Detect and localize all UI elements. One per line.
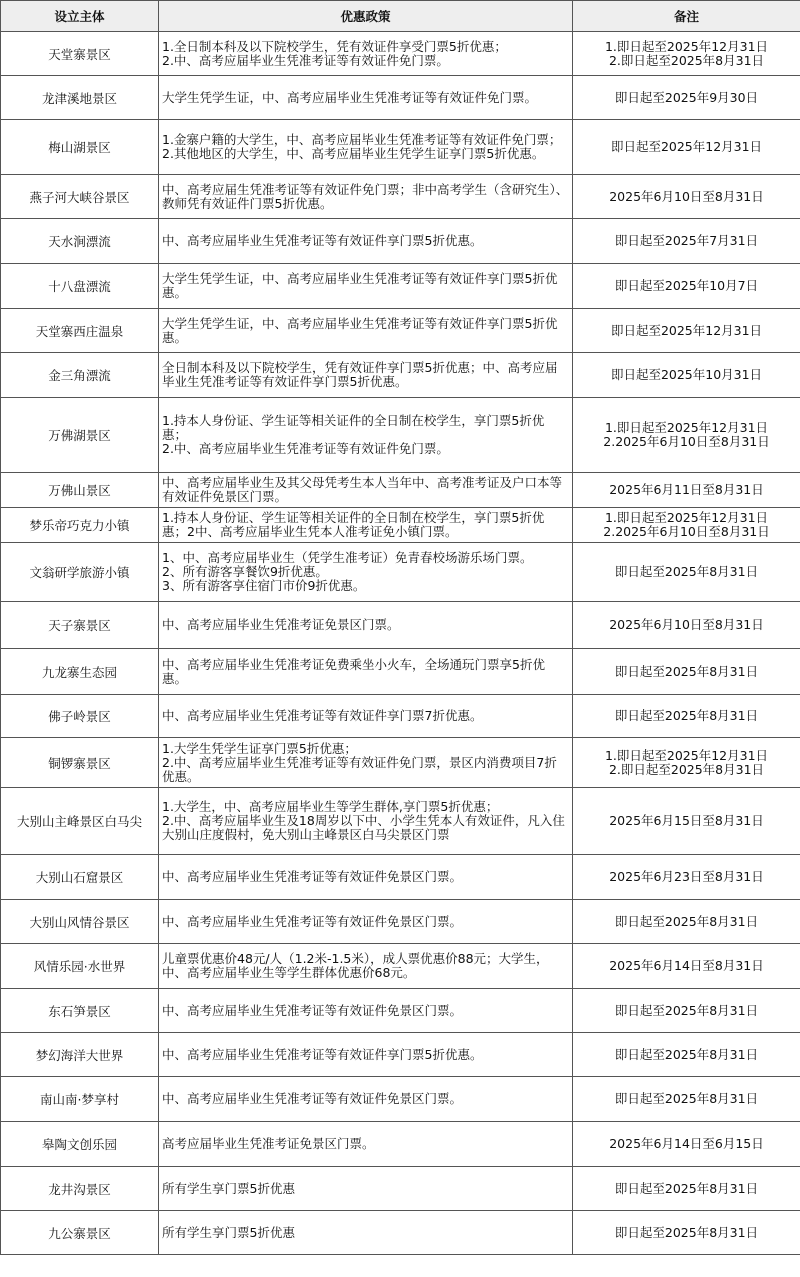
table-row <box>1 175 800 219</box>
table-row <box>1 1033 800 1077</box>
cell-policy: 所有学生享门票5折优惠 <box>159 1211 573 1255</box>
cell-name: 大别山石窟景区 <box>1 855 159 900</box>
cell-note: 即日起至2025年8月31日 <box>573 543 800 602</box>
cell-policy: 中、高考应届毕业生凭准考证免景区门票。 <box>159 602 573 649</box>
cell-policy: 1.全日制本科及以下院校学生，凭有效证件享受门票5折优惠； 2.中、高考应届毕业生凭准考证等有效证件免门票。 <box>159 32 573 76</box>
cell-name: 铜锣寨景区 <box>1 738 159 788</box>
cell-policy: 中、高考应届毕业生凭准考证等有效证件享门票5折优惠。 <box>159 1033 573 1077</box>
cell-name: 佛子岭景区 <box>1 695 159 738</box>
cell-name: 皋陶文创乐园 <box>1 1122 159 1167</box>
cell-policy: 1.大学生，中、高考应届毕业生等学生群体,享门票5折优惠； 2.中、高考应届毕业生及18周岁以下中、小学生凭本人有效证件，凡入住大别山庄度假村，免大别山主峰景区白马尖景区门票 <box>159 788 573 855</box>
cell-policy: 中、高考应届毕业生凭准考证等有效证件免景区门票。 <box>159 900 573 944</box>
cell-note: 即日起至2025年8月31日 <box>573 695 800 738</box>
header-row <box>1 1 800 32</box>
cell-name: 风情乐园·水世界 <box>1 944 159 989</box>
cell-note: 即日起至2025年9月30日 <box>573 76 800 120</box>
cell-policy: 1.大学生凭学生证享门票5折优惠； 2.中、高考应届毕业生凭准考证等有效证件免门票，景区内消费项目7折优惠。 <box>159 738 573 788</box>
cell-name: 东石笋景区 <box>1 989 159 1033</box>
cell-note: 即日起至2025年12月31日 <box>573 120 800 175</box>
cell-name: 天堂寨西庄温泉 <box>1 309 159 353</box>
table-row <box>1 473 800 508</box>
cell-name: 梦乐帝巧克力小镇 <box>1 508 159 543</box>
cell-policy: 中、高考应届毕业生凭准考证免费乘坐小火车，全场通玩门票享5折优惠。 <box>159 649 573 695</box>
cell-policy: 大学生凭学生证，中、高考应届毕业生凭准考证等有效证件享门票5折优惠。 <box>159 264 573 309</box>
cell-note: 1.即日起至2025年12月31日 2.即日起至2025年8月31日 <box>573 738 800 788</box>
table-row <box>1 1167 800 1211</box>
cell-note: 即日起至2025年12月31日 <box>573 309 800 353</box>
table-row <box>1 1077 800 1122</box>
cell-policy: 1.持本人身份证、学生证等相关证件的全日制在校学生，享门票5折优惠； 2.中、高考应届毕业生凭准考证等有效证件免门票。 <box>159 398 573 473</box>
table-row <box>1 508 800 543</box>
cell-name: 梦幻海洋大世界 <box>1 1033 159 1077</box>
cell-policy: 大学生凭学生证，中、高考应届毕业生凭准考证等有效证件享门票5折优惠。 <box>159 309 573 353</box>
table-row <box>1 649 800 695</box>
cell-note: 2025年6月11日至8月31日 <box>573 473 800 508</box>
cell-name: 龙津溪地景区 <box>1 76 159 120</box>
cell-policy: 中、高考应届毕业生凭准考证等有效证件享门票7折优惠。 <box>159 695 573 738</box>
cell-note: 2025年6月14日至6月15日 <box>573 1122 800 1167</box>
table-row <box>1 900 800 944</box>
cell-policy: 中、高考应届毕业生凭准考证等有效证件免景区门票。 <box>159 855 573 900</box>
cell-policy: 中、高考应届毕业生凭准考证等有效证件免景区门票。 <box>159 1077 573 1122</box>
table-row <box>1 264 800 309</box>
table-row <box>1 543 800 602</box>
cell-note: 2025年6月15日至8月31日 <box>573 788 800 855</box>
cell-note: 即日起至2025年8月31日 <box>573 1033 800 1077</box>
table-row <box>1 738 800 788</box>
table-row <box>1 32 800 76</box>
header-policy: 优惠政策 <box>159 1 573 32</box>
table-row <box>1 398 800 473</box>
cell-note: 1.即日起至2025年12月31日 2.2025年6月10日至8月31日 <box>573 398 800 473</box>
cell-note: 1.即日起至2025年12月31日 2.2025年6月10日至8月31日 <box>573 508 800 543</box>
table-row <box>1 1122 800 1167</box>
table-row <box>1 695 800 738</box>
table-row <box>1 353 800 398</box>
cell-name: 大别山主峰景区白马尖 <box>1 788 159 855</box>
cell-note: 即日起至2025年7月31日 <box>573 219 800 264</box>
cell-note: 即日起至2025年8月31日 <box>573 649 800 695</box>
table-row <box>1 1211 800 1255</box>
cell-note: 1.即日起至2025年12月31日 2.即日起至2025年8月31日 <box>573 32 800 76</box>
table-row <box>1 602 800 649</box>
cell-name: 梅山湖景区 <box>1 120 159 175</box>
cell-name: 天水涧漂流 <box>1 219 159 264</box>
table-row <box>1 989 800 1033</box>
table-row <box>1 76 800 120</box>
cell-policy: 1.金寨户籍的大学生，中、高考应届毕业生凭准考证等有效证件免门票；2.其他地区的大学生，中、高考应届毕业生凭学生证享门票5折优惠。 <box>159 120 573 175</box>
cell-note: 即日起至2025年10月31日 <box>573 353 800 398</box>
cell-policy: 中、高考应届毕业生凭准考证等有效证件免景区门票。 <box>159 989 573 1033</box>
cell-policy: 高考应届毕业生凭准考证免景区门票。 <box>159 1122 573 1167</box>
table-row <box>1 120 800 175</box>
cell-name: 文翁研学旅游小镇 <box>1 543 159 602</box>
header-note: 备注 <box>573 1 800 32</box>
cell-name: 大别山风情谷景区 <box>1 900 159 944</box>
table-row <box>1 309 800 353</box>
cell-note: 2025年6月10日至8月31日 <box>573 175 800 219</box>
cell-note: 即日起至2025年8月31日 <box>573 1211 800 1255</box>
cell-name: 燕子河大峡谷景区 <box>1 175 159 219</box>
table-body <box>1 32 800 1255</box>
cell-policy: 中、高考应届毕业生凭准考证等有效证件享门票5折优惠。 <box>159 219 573 264</box>
cell-policy: 中、高考应届生凭准考证等有效证件免门票；非中高考学生（含研究生）、教师凭有效证件门票5折优惠。 <box>159 175 573 219</box>
cell-name: 天堂寨景区 <box>1 32 159 76</box>
cell-name: 龙井沟景区 <box>1 1167 159 1211</box>
cell-policy: 1.持本人身份证、学生证等相关证件的全日制在校学生，享门票5折优惠；2中、高考应届毕业生凭本人准考证免小镇门票。 <box>159 508 573 543</box>
cell-name: 万佛湖景区 <box>1 398 159 473</box>
cell-policy: 1、中、高考应届毕业生（凭学生准考证）免青春校场游乐场门票。 2、所有游客享餐饮9折优惠。 3、所有游客享住宿门市价9折优惠。 <box>159 543 573 602</box>
table-row <box>1 788 800 855</box>
cell-note: 2025年6月23日至8月31日 <box>573 855 800 900</box>
cell-policy: 全日制本科及以下院校学生，凭有效证件享门票5折优惠；中、高考应届毕业生凭准考证等有效证件享门票5折优惠。 <box>159 353 573 398</box>
cell-name: 九公寨景区 <box>1 1211 159 1255</box>
table-row <box>1 219 800 264</box>
cell-note: 即日起至2025年8月31日 <box>573 1167 800 1211</box>
header-name: 设立主体 <box>1 1 159 32</box>
cell-policy: 所有学生享门票5折优惠 <box>159 1167 573 1211</box>
cell-policy: 中、高考应届毕业生及其父母凭考生本人当年中、高考准考证及户口本等有效证件免景区门票。 <box>159 473 573 508</box>
cell-note: 即日起至2025年8月31日 <box>573 900 800 944</box>
table-row <box>1 944 800 989</box>
cell-note: 2025年6月14日至8月31日 <box>573 944 800 989</box>
cell-name: 金三角漂流 <box>1 353 159 398</box>
cell-name: 九龙寨生态园 <box>1 649 159 695</box>
cell-name: 十八盘漂流 <box>1 264 159 309</box>
cell-note: 2025年6月10日至8月31日 <box>573 602 800 649</box>
cell-note: 即日起至2025年8月31日 <box>573 1077 800 1122</box>
table-row <box>1 855 800 900</box>
cell-name: 南山南·梦享村 <box>1 1077 159 1122</box>
cell-note: 即日起至2025年10月7日 <box>573 264 800 309</box>
cell-name: 天子寨景区 <box>1 602 159 649</box>
cell-name: 万佛山景区 <box>1 473 159 508</box>
cell-note: 即日起至2025年8月31日 <box>573 989 800 1033</box>
cell-policy: 儿童票优惠价48元/人（1.2米-1.5米），成人票优惠价88元；大学生，中、高考应届毕业生等学生群体优惠价68元。 <box>159 944 573 989</box>
cell-policy: 大学生凭学生证，中、高考应届毕业生凭准考证等有效证件免门票。 <box>159 76 573 120</box>
